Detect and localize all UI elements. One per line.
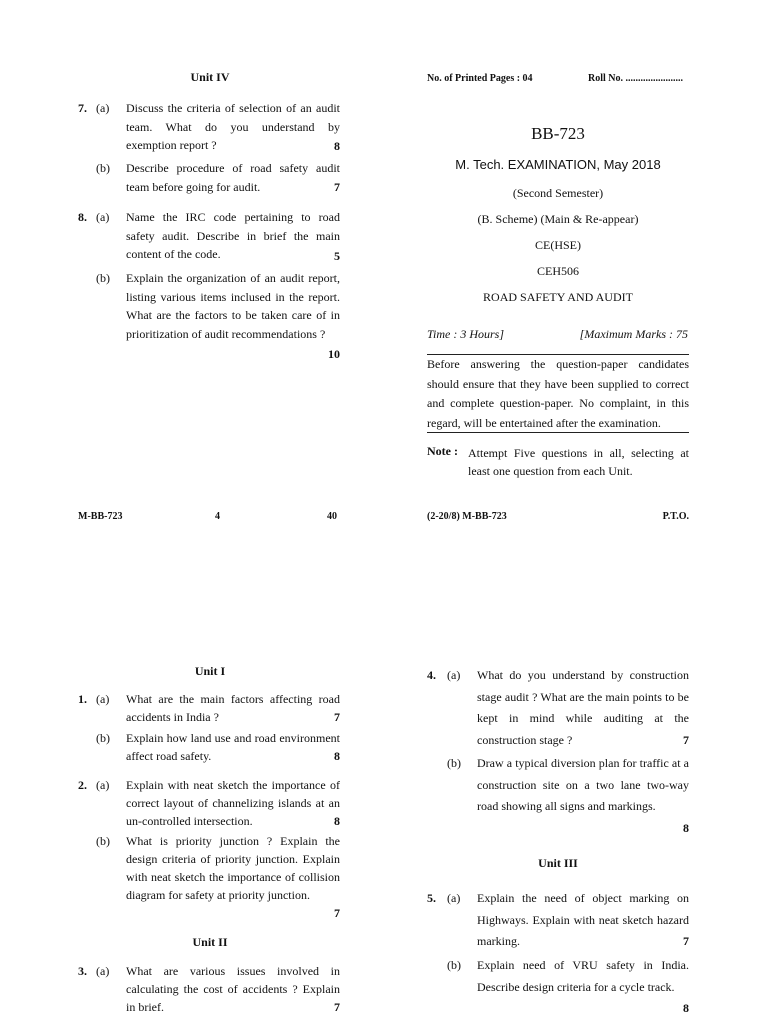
branch: CE(HSE) [535, 238, 581, 252]
marks: 8 [334, 139, 340, 153]
footer-page-count: 40 [327, 511, 337, 522]
question-text: What is priority junction ? Explain the design criteria of priority junction. Explain with neat sketch the importance of collision diagram for safety at priority junction. [126, 834, 340, 902]
part-label: (a) [96, 778, 110, 792]
question-text: Describe procedure of road safety audit team before going for audit. [126, 161, 340, 194]
question-text: Explain with neat sketch the importance of correct layout of channelizing islands at an un-controlled intersection. [126, 778, 340, 828]
marks: 8 [334, 814, 340, 828]
question-7 [78, 99, 340, 209]
question-text: Explain need of VRU safety in India. Describe design criteria for a cycle track. [477, 958, 689, 994]
part-label: (a) [447, 891, 461, 905]
question-number: 2. [78, 778, 87, 792]
question-number: 5. [427, 891, 436, 905]
question-number: 7. [78, 101, 87, 115]
question-text: Discuss the criteria of selection of an audit team. What do you understand by exemption report ? [126, 101, 340, 152]
unit-iii-heading: Unit III [538, 856, 578, 870]
question-number: 1. [78, 692, 87, 706]
part-label: (a) [447, 668, 461, 682]
footer-code: (2-20/8) M-BB-723 [427, 511, 507, 522]
question-text: Explain the organization of an audit report, listing various items inclused in the report. What are the factors to be taken care of in prioritization of audit recommendations ? [126, 271, 340, 341]
printed-pages: No. of Printed Pages : 04 [427, 73, 533, 84]
part-label: (b) [96, 271, 110, 285]
question-number: 4. [427, 668, 436, 682]
part-label: (a) [96, 692, 110, 706]
question-number: 8. [78, 210, 87, 224]
marks: 7 [683, 733, 689, 747]
part-label: (a) [96, 210, 110, 224]
maximum-marks: [Maximum Marks : 75 [579, 327, 688, 341]
question-text: Explain the need of object marking on Highways. Explain with neat sketch hazard marking. [477, 891, 689, 948]
question-2 [78, 776, 340, 926]
marks: 7 [334, 180, 340, 194]
marks: 7 [683, 934, 689, 948]
question-text: Explain how land use and road environment affect road safety. [126, 731, 340, 763]
question-1 [78, 690, 340, 770]
part-label: (a) [96, 964, 110, 978]
roll-number: Roll No. ....................... [588, 73, 683, 84]
marks: 10 [328, 347, 340, 361]
note-text: Attempt Five questions in all, selecting at least one question from each Unit. [468, 446, 689, 478]
unit-ii-heading: Unit II [192, 935, 228, 949]
part-label: (b) [447, 756, 461, 770]
marks: 8 [683, 1001, 689, 1015]
part-label: (b) [96, 731, 110, 745]
scheme: (B. Scheme) (Main & Re-appear) [477, 212, 639, 226]
course-code: CEH506 [537, 264, 579, 278]
question-3 [78, 962, 340, 1024]
instruction-text: Before answering the question-paper candidates should ensure that they have been supplied to correct and complete question-paper. No complaint, in this regard, will be entertained after the examination. [427, 357, 689, 430]
divider-bottom [427, 432, 689, 433]
marks: 5 [334, 249, 340, 263]
footer-pto: P.T.O. [662, 511, 689, 522]
question-4 [427, 665, 689, 840]
paper-code-title: BB-723 [531, 124, 585, 143]
exam-title: M. Tech. EXAMINATION, May 2018 [455, 157, 661, 172]
part-label: (b) [96, 834, 110, 848]
question-5 [427, 888, 689, 1024]
note-label: Note : [427, 444, 458, 458]
part-label: (b) [447, 958, 461, 972]
question-number: 3. [78, 964, 87, 978]
question-text: Draw a typical diversion plan for traffic at a construction site on a two lane two-way road showing all signs and markings. [477, 756, 689, 813]
marks: 7 [334, 710, 340, 724]
footer-paper-code: M-BB-723 [78, 511, 123, 522]
marks: 8 [683, 821, 689, 835]
part-label: (a) [96, 101, 110, 115]
subject: ROAD SAFETY AND AUDIT [483, 290, 633, 304]
footer-page-number: 4 [215, 511, 220, 522]
question-text: What are various issues involved in calculating the cost of accidents ? Explain in brief. [126, 964, 340, 1014]
question-text: What are the main factors affecting road accidents in India ? [126, 692, 340, 724]
marks: 7 [334, 1000, 340, 1014]
question-text: Name the IRC code pertaining to road safety audit. Describe in brief the main content of the code. [126, 210, 340, 261]
time-allowed: Time : 3 Hours] [427, 327, 505, 341]
marks: 7 [334, 906, 340, 920]
marks: 8 [334, 749, 340, 763]
question-8 [78, 208, 340, 368]
unit-i-heading: Unit I [194, 664, 226, 678]
question-text: What do you understand by construction stage audit ? What are the main points to be kept in mind while auditing at the construction stage ? [477, 668, 689, 747]
part-label: (b) [96, 161, 110, 175]
unit-iv-heading: Unit IV [190, 70, 230, 84]
semester: (Second Semester) [512, 186, 604, 200]
